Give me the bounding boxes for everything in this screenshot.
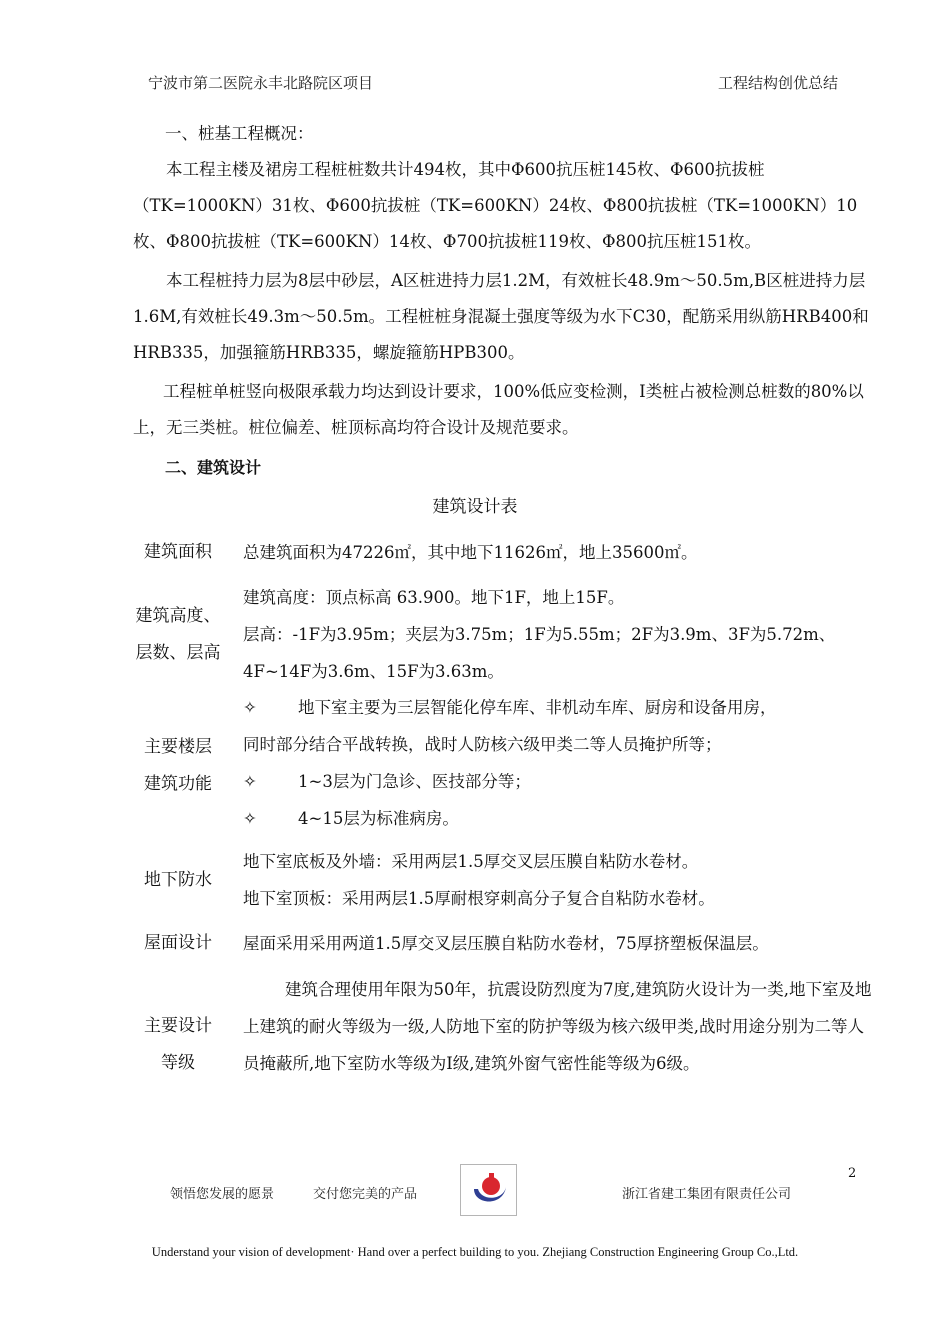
- row-label-waterproof: 地下防水: [144, 870, 212, 890]
- row-label-height: [128, 598, 228, 672]
- row-content-function: [243, 689, 873, 837]
- diamond-bullet-icon: ✧: [243, 809, 257, 828]
- waterproof-text-1: 地下室底板及外墙：采用两层1.5厚交叉层压膜自粘防水卷材。: [243, 852, 699, 871]
- function-label-line2: 建筑功能: [144, 774, 212, 794]
- header-doc-title: 工程结构创优总结: [718, 74, 839, 92]
- height-label-line2: 层数、层高: [135, 643, 221, 663]
- company-logo-icon: [460, 1164, 517, 1216]
- footer-slogan-1: 领悟您发展的愿景: [170, 1187, 275, 1202]
- row-content-height: [243, 579, 873, 690]
- row-label-roof: 屋面设计: [144, 933, 212, 953]
- height-text-2: 层高：-1F为3.95m；夹层为3.75m；1F为5.55m；2F为3.9m、3F为5.72m、4F~14F为3.6m、15F为3.63m。: [243, 625, 836, 681]
- grade-label-line1: 主要设计: [144, 1016, 212, 1036]
- grade-text: 建筑合理使用年限为50年，抗震设防烈度为7度,建筑防火设计为一类,地下室及地上建筑的耐火等级为一级,人防地下室的防护等级为核六级甲类,战时用途分别为二等人员掩蔽所,地下室防水等级为Ⅰ级,建筑外窗气密性能等级为6级。: [243, 980, 872, 1073]
- section1-paragraph-1: 本工程主楼及裙房工程桩桩数共计494枚，其中Φ600抗压桩145枚、Φ600抗拔桩（TK=1000KN）31枚、Φ600抗拔桩（TK=600KN）24枚、Φ800抗拔桩（TK=1000KN）10枚、Φ800抗拔桩（TK=600KN）14枚、Φ700抗拔桩119枚、Φ800抗压桩151枚。: [133, 160, 858, 251]
- footer-english-tagline: Understand your vision of development· Hand over a perfect building to you. Zhejiang Construction Engineering Group Co.,Ltd.: [151, 1245, 799, 1259]
- height-label-line1: 建筑高度、: [135, 606, 221, 626]
- height-text-1: 建筑高度：顶点标高 63.900。地下1F，地上15F。: [243, 588, 625, 607]
- diamond-bullet-icon: ✧: [243, 698, 257, 717]
- function-item-2: [243, 763, 873, 800]
- function-item-1-cont: 同时部分结合平战转换，战时人防核六级甲类二等人员掩护所等；: [243, 735, 722, 754]
- footer-slogan-2: 交付您完美的产品: [313, 1187, 418, 1202]
- section1-paragraph-2: 本工程桩持力层为8层中砂层，A区桩进持力层1.2M，有效桩长48.9m～50.5m,B区桩进持力层1.6M,有效桩长49.3m～50.5m。工程桩桩身混凝土强度等级为水下C30，配筋采用纵筋HRB400和HRB335，加强箍筋HRB335，螺旋箍筋HPB300。: [133, 271, 869, 362]
- header-project-name: 宁波市第二医院永丰北路院区项目: [148, 74, 374, 92]
- row-label-area: 建筑面积: [144, 542, 212, 562]
- waterproof-text-2: 地下室顶板：采用两层1.5厚耐根穿刺高分子复合自粘防水卷材。: [243, 889, 715, 908]
- section2-title: 二、建筑设计: [165, 458, 262, 477]
- function-label-line1: 主要楼层: [144, 737, 212, 757]
- function-item-3: [243, 800, 873, 837]
- row-content-grade: [243, 971, 873, 1082]
- section1-title: 一、桩基工程概况：: [165, 124, 314, 143]
- function-item-1: [243, 689, 873, 726]
- diamond-bullet-icon: ✧: [243, 772, 257, 791]
- grade-label-line2: 等级: [161, 1053, 195, 1073]
- function-item-1-text: 地下室主要为三层智能化停车库、非机动车库、厨房和设备用房，: [298, 698, 777, 717]
- footer-company-name: 浙江省建工集团有限责任公司: [622, 1187, 792, 1202]
- section1-paragraph-3: 工程桩单桩竖向极限承载力均达到设计要求，100%低应变检测，I类桩占被检测总桩数的80%以上，无三类桩。桩位偏差、桩顶标高均符合设计及规范要求。: [133, 382, 864, 437]
- table-title: 建筑设计表: [432, 497, 518, 517]
- row-content-area: [243, 534, 873, 571]
- row-content-roof: [243, 925, 873, 962]
- function-item-3-text: 4~15层为标准病房。: [298, 809, 459, 828]
- function-item-2-text: 1~3层为门急诊、医技部分等；: [298, 772, 531, 791]
- row-content-waterproof: [243, 843, 873, 917]
- area-text: 总建筑面积为47226㎡，其中地下11626㎡，地上35600㎡。: [243, 543, 698, 562]
- roof-text: 屋面采用采用两道1.5厚交叉层压膜自粘防水卷材，75厚挤塑板保温层。: [243, 934, 769, 953]
- row-label-function: [128, 729, 228, 803]
- page-number: 2: [848, 1166, 857, 1181]
- row-label-grade: [128, 1008, 228, 1082]
